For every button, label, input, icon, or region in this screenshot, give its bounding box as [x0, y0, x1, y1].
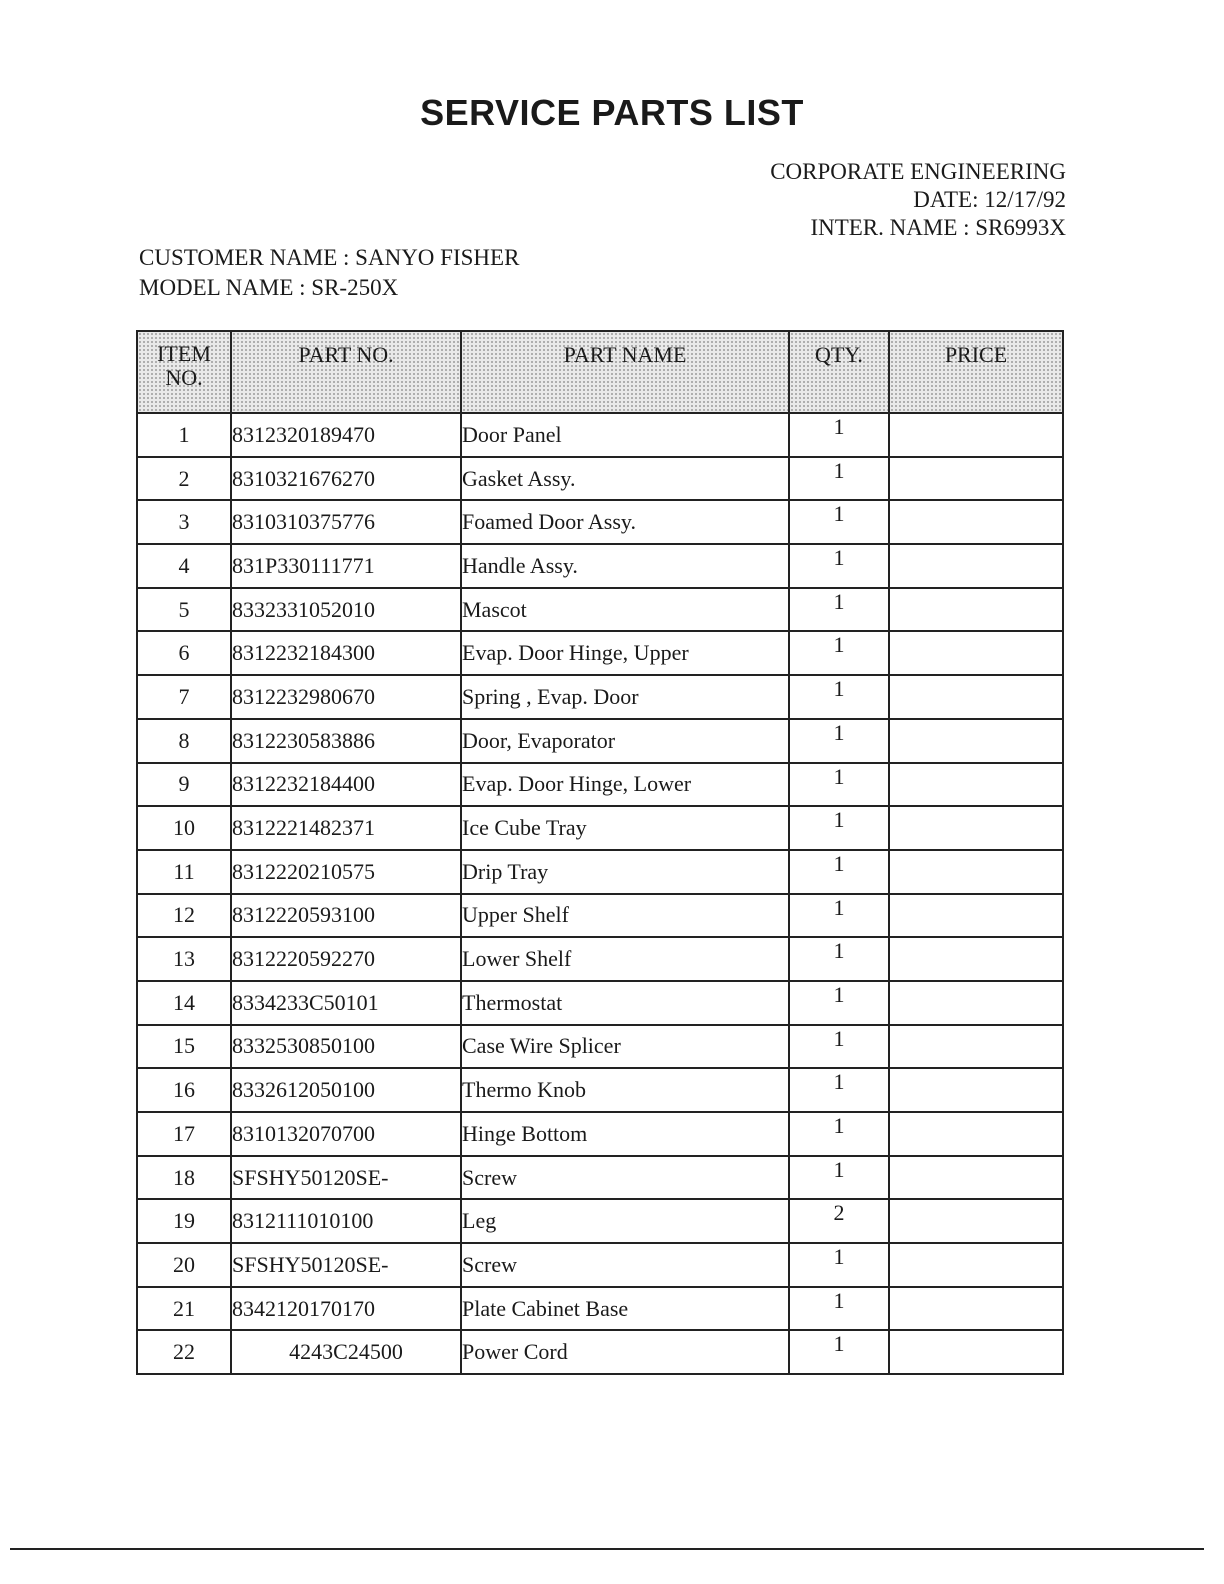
table-row	[137, 806, 1063, 850]
cell-part-no: 831P330111771	[231, 544, 461, 588]
cell-part-name: Foamed Door Assy.	[461, 500, 789, 544]
cell-part-no: 8310321676270	[231, 457, 461, 501]
cell-price	[889, 1025, 1063, 1069]
cell-item-no: 13	[137, 937, 231, 981]
cell-part-name: Case Wire Splicer	[461, 1025, 789, 1069]
cell-qty: 2	[789, 1199, 889, 1243]
cell-part-no: 4243C24500	[231, 1330, 461, 1374]
cell-part-name: Upper Shelf	[461, 894, 789, 938]
cell-part-no: 8332612050100	[231, 1068, 461, 1112]
table-row	[137, 850, 1063, 894]
cell-item-no: 2	[137, 457, 231, 501]
cell-qty: 1	[789, 1112, 889, 1156]
table-row	[137, 457, 1063, 501]
page-title: SERVICE PARTS LIST	[420, 92, 804, 133]
table-row	[137, 1156, 1063, 1200]
cell-part-no: 8312221482371	[231, 806, 461, 850]
table-row	[137, 1068, 1063, 1112]
cell-part-name: Mascot	[461, 588, 789, 632]
cell-qty: 1	[789, 1156, 889, 1200]
cell-part-no: 8312220593100	[231, 894, 461, 938]
cell-part-no: 8342120170170	[231, 1287, 461, 1331]
cell-part-no: 8334233C50101	[231, 981, 461, 1025]
cell-item-no: 3	[137, 500, 231, 544]
table-row	[137, 763, 1063, 807]
table-row	[137, 981, 1063, 1025]
cell-item-no: 20	[137, 1243, 231, 1287]
cell-price	[889, 413, 1063, 457]
cell-price	[889, 588, 1063, 632]
cell-price	[889, 1199, 1063, 1243]
table-row	[137, 631, 1063, 675]
cell-qty: 1	[789, 544, 889, 588]
cell-qty: 1	[789, 806, 889, 850]
cell-part-name: Screw	[461, 1156, 789, 1200]
table-row	[137, 588, 1063, 632]
header-item-line1: ITEM	[157, 341, 211, 366]
cell-item-no: 7	[137, 675, 231, 719]
cell-qty: 1	[789, 413, 889, 457]
parts-table-body	[137, 413, 1063, 1374]
cell-price	[889, 894, 1063, 938]
table-row	[137, 544, 1063, 588]
cell-price	[889, 981, 1063, 1025]
cell-qty: 1	[789, 500, 889, 544]
cell-qty: 1	[789, 1330, 889, 1374]
cell-price	[889, 1112, 1063, 1156]
cell-part-name: Hinge Bottom	[461, 1112, 789, 1156]
cell-part-no: 8312320189470	[231, 413, 461, 457]
table-row	[137, 675, 1063, 719]
cell-qty: 1	[789, 675, 889, 719]
cell-price	[889, 937, 1063, 981]
cell-item-no: 15	[137, 1025, 231, 1069]
table-row	[137, 1112, 1063, 1156]
cell-part-name: Plate Cabinet Base	[461, 1287, 789, 1331]
cell-qty: 1	[789, 1068, 889, 1112]
cell-price	[889, 1330, 1063, 1374]
corporate-info	[770, 158, 1066, 242]
table-row	[137, 1243, 1063, 1287]
parts-table-header	[137, 331, 1063, 413]
cell-price	[889, 719, 1063, 763]
table-row	[137, 1199, 1063, 1243]
cell-price	[889, 1068, 1063, 1112]
cell-item-no: 6	[137, 631, 231, 675]
cell-item-no: 22	[137, 1330, 231, 1374]
table-row	[137, 894, 1063, 938]
cell-part-no: 8312232184300	[231, 631, 461, 675]
cell-item-no: 11	[137, 850, 231, 894]
cell-price	[889, 850, 1063, 894]
cell-price	[889, 1156, 1063, 1200]
cell-part-no: 8312220210575	[231, 850, 461, 894]
cell-qty: 1	[789, 588, 889, 632]
header-row	[137, 331, 1063, 413]
cell-qty: 1	[789, 457, 889, 501]
cell-item-no: 19	[137, 1199, 231, 1243]
cell-item-no: 10	[137, 806, 231, 850]
table-row	[137, 1287, 1063, 1331]
cell-item-no: 4	[137, 544, 231, 588]
cell-part-name: Ice Cube Tray	[461, 806, 789, 850]
cell-item-no: 1	[137, 413, 231, 457]
cell-part-no: 8332530850100	[231, 1025, 461, 1069]
cell-price	[889, 631, 1063, 675]
cell-item-no: 5	[137, 588, 231, 632]
cell-qty: 1	[789, 850, 889, 894]
table-row	[137, 500, 1063, 544]
cell-part-no: SFSHY50120SE-	[231, 1156, 461, 1200]
cell-part-name: Evap. Door Hinge, Lower	[461, 763, 789, 807]
cell-qty: 1	[789, 981, 889, 1025]
table-row	[137, 413, 1063, 457]
cell-price	[889, 544, 1063, 588]
cell-part-no: 8310132070700	[231, 1112, 461, 1156]
cell-part-name: Drip Tray	[461, 850, 789, 894]
cell-qty: 1	[789, 1287, 889, 1331]
parts-table	[136, 330, 1064, 1375]
cell-qty: 1	[789, 894, 889, 938]
cell-part-no: 8310310375776	[231, 500, 461, 544]
customer-info	[139, 243, 519, 303]
cell-qty: 1	[789, 1243, 889, 1287]
cell-part-name: Door, Evaporator	[461, 719, 789, 763]
cell-part-no: SFSHY50120SE-	[231, 1243, 461, 1287]
cell-part-name: Evap. Door Hinge, Upper	[461, 631, 789, 675]
cell-price	[889, 457, 1063, 501]
cell-part-name: Door Panel	[461, 413, 789, 457]
cell-price	[889, 1287, 1063, 1331]
cell-item-no: 16	[137, 1068, 231, 1112]
cell-part-no: 8312111010100	[231, 1199, 461, 1243]
cell-part-name: Power Cord	[461, 1330, 789, 1374]
cell-part-name: Lower Shelf	[461, 937, 789, 981]
inter-name-label: INTER. NAME : SR6993X	[810, 215, 1066, 240]
cell-item-no: 14	[137, 981, 231, 1025]
cell-item-no: 21	[137, 1287, 231, 1331]
header-item-line2: NO.	[165, 365, 203, 390]
date-label: DATE: 12/17/92	[913, 187, 1066, 212]
cell-part-no: 8332331052010	[231, 588, 461, 632]
cell-price	[889, 1243, 1063, 1287]
header-part-no: PART NO.	[231, 331, 461, 413]
cell-item-no: 17	[137, 1112, 231, 1156]
cell-part-name: Thermostat	[461, 981, 789, 1025]
cell-qty: 1	[789, 763, 889, 807]
cell-part-name: Thermo Knob	[461, 1068, 789, 1112]
cell-price	[889, 806, 1063, 850]
cell-qty: 1	[789, 937, 889, 981]
cell-qty: 1	[789, 1025, 889, 1069]
cell-qty: 1	[789, 719, 889, 763]
cell-part-name: Spring , Evap. Door	[461, 675, 789, 719]
cell-price	[889, 675, 1063, 719]
bottom-divider	[10, 1548, 1204, 1550]
cell-item-no: 12	[137, 894, 231, 938]
cell-part-no: 8312220592270	[231, 937, 461, 981]
cell-part-no: 8312230583886	[231, 719, 461, 763]
cell-part-name: Screw	[461, 1243, 789, 1287]
customer-name-label: CUSTOMER NAME : SANYO FISHER	[139, 245, 520, 270]
cell-item-no: 18	[137, 1156, 231, 1200]
model-name-label: MODEL NAME : SR-250X	[139, 275, 399, 300]
cell-part-name: Handle Assy.	[461, 544, 789, 588]
cell-price	[889, 763, 1063, 807]
department-label: CORPORATE ENGINEERING	[770, 159, 1066, 184]
table-row	[137, 1330, 1063, 1374]
table-row	[137, 937, 1063, 981]
header-price: PRICE	[889, 331, 1063, 413]
cell-part-no: 8312232980670	[231, 675, 461, 719]
header-item-no	[137, 331, 231, 413]
cell-item-no: 8	[137, 719, 231, 763]
cell-part-name: Gasket Assy.	[461, 457, 789, 501]
cell-qty: 1	[789, 631, 889, 675]
cell-part-no: 8312232184400	[231, 763, 461, 807]
header-part-name: PART NAME	[461, 331, 789, 413]
table-row	[137, 1025, 1063, 1069]
table-row	[137, 719, 1063, 763]
header-qty: QTY.	[789, 331, 889, 413]
cell-item-no: 9	[137, 763, 231, 807]
cell-part-name: Leg	[461, 1199, 789, 1243]
cell-price	[889, 500, 1063, 544]
